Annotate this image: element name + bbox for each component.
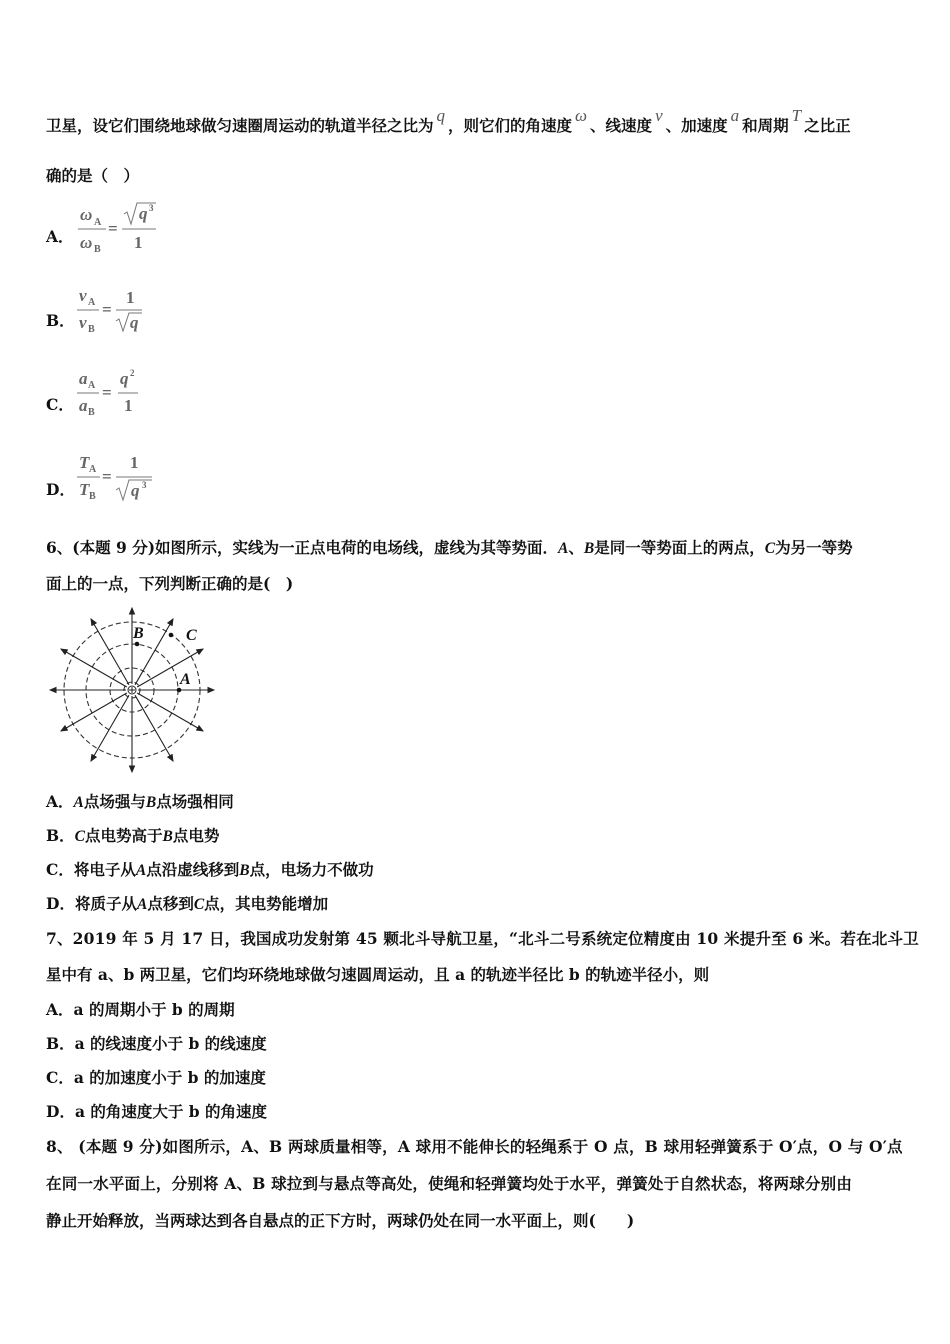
q7-option-a (46, 998, 235, 1020)
q6a-t1: 点场强与 (83, 792, 146, 811)
q5c-den-sub: B (88, 407, 95, 418)
q5a-rhs-sup: 3 (149, 203, 154, 213)
q5a-den-sub: B (94, 244, 101, 255)
q7c-text: a 的加速度小于 b 的加速度 (73, 1068, 266, 1087)
q7-stem-line1: 7、2019 年 5 月 17 日，我国成功发射第 45 颗北斗导航卫星，“北斗二号系统定位精度由 10 米提升至 6 米。若在北斗卫 (46, 929, 919, 948)
q6-text-c: 为另一等势 (775, 538, 853, 557)
q6b-t1: 点电势高于 (84, 826, 163, 845)
label-C: C (186, 627, 197, 644)
svg-text:=: = (108, 219, 118, 238)
svg-text:=: = (102, 300, 112, 319)
q5a-den: ω (80, 233, 93, 252)
q6-stem-line2: 面上的一点，下列判断正确的是( ) (46, 574, 294, 593)
q6c-t0: 将电子从 (73, 860, 136, 879)
q5b-rhs-num: 1 (126, 288, 135, 307)
q5a-num-sub: A (94, 217, 102, 228)
q5-option-c-label: C． (46, 395, 74, 414)
q6a-v2: B (145, 794, 157, 811)
q5b-num: v (79, 286, 87, 305)
q6-option-d (46, 892, 328, 914)
field-line (61, 649, 127, 687)
q6c-v1: A (135, 862, 147, 879)
symbol-v: v (655, 106, 663, 125)
q5-option-b-formula (74, 283, 164, 343)
q6c-t2: 点，电场力不做功 (249, 860, 374, 879)
field-line (91, 619, 129, 685)
q6d-label: D． (46, 894, 75, 913)
q6-option-a (46, 790, 234, 812)
q7-stem-line2: 星中有 a、b 两卫星，它们均环绕地球做匀速圆周运动，且 a 的轨迹半径比 b 的轨迹半径小，则 (46, 965, 710, 984)
q6d-t2: 点，其电势能增加 (204, 894, 329, 913)
q5b-den-sub: B (88, 324, 95, 335)
q6-var-B: B (583, 540, 595, 557)
symbol-T: T (791, 106, 802, 125)
point-A-dot (177, 688, 182, 693)
q5d-rhs-num: 1 (130, 453, 139, 472)
q5-stem-line2: 确的是（ ） (46, 166, 140, 185)
q6-text-a: 6、(本题 9 分)如图所示，实线为一正点电荷的电场线，虚线为其等势面． (46, 538, 559, 557)
point-C-dot (169, 633, 174, 638)
q5c-rhs-sup: 2 (130, 368, 135, 378)
q5-text-f: 之比正 (804, 116, 851, 135)
q5a-rhs-num: q (139, 204, 148, 223)
q5a-num: ω (80, 205, 93, 224)
symbol-q: q (436, 106, 446, 125)
field-line (61, 693, 127, 731)
q7-option-b (46, 1032, 267, 1054)
q5a-rhs-den: 1 (134, 233, 143, 252)
q5b-rhs-den: q (130, 313, 139, 332)
q5c-den: a (79, 396, 88, 415)
q5-option-a-formula (74, 198, 174, 260)
symbol-omega: ω (575, 106, 588, 125)
q5-option-a-label: A． (46, 227, 74, 246)
symbol-a: a (730, 106, 740, 125)
q5c-num: a (79, 369, 88, 388)
q5d-num-sub: A (89, 464, 97, 475)
q5-text-d: 、加速度 (665, 116, 728, 135)
svg-text:=: = (102, 383, 112, 402)
q7-option-c (46, 1066, 266, 1088)
field-line (135, 695, 173, 761)
q5-stem-line1 (46, 106, 851, 136)
q6-var-A: A (558, 540, 569, 557)
q8-stem-line2: 在同一水平面上，分别将 A、B 球拉到与悬点等高处，使绳和轻弹簧均处于水平，弹簧处于自然状态，将两球分别由 (46, 1174, 853, 1193)
q6-sep: 、 (568, 538, 584, 557)
q5-option-c-formula (74, 366, 164, 426)
q5b-den: v (79, 313, 87, 332)
q6-option-c (46, 858, 374, 880)
q6d-v2: C (193, 896, 205, 913)
q6b-t2: 点电势 (172, 826, 220, 845)
q7b-label: B． (46, 1034, 75, 1053)
q6d-v1: A (136, 896, 148, 913)
q7b-text: a 的线速度小于 b 的线速度 (74, 1034, 267, 1053)
q6d-t1: 点移到 (147, 894, 194, 913)
q5-text-a: 卫星，设它们围绕地球做匀速圈周运动的轨道半径之比为 (46, 116, 434, 135)
q5d-rhs-den: q (131, 481, 140, 500)
q7c-label: C． (46, 1068, 74, 1087)
q5c-rhs-den: 1 (124, 396, 133, 415)
point-B-dot (135, 642, 140, 647)
q5-text-b: ，则它们的角速度 (448, 116, 573, 135)
svg-text:=: = (102, 467, 112, 486)
q6a-t2: 点场强相同 (156, 792, 234, 811)
q5-text-c: 、线速度 (590, 116, 653, 135)
q7d-text: a 的角速度大于 b 的角速度 (74, 1102, 268, 1121)
field-line (137, 693, 203, 731)
q6-var-C: C (764, 540, 776, 557)
q5c-num-sub: A (88, 380, 96, 391)
q8-stem-line1: 8、 (本题 9 分)如图所示，A、B 两球质量相等，A 球用不能伸长的轻绳系于 O 点，B 球用轻弹簧系于 O′点，O 与 O′点 (46, 1137, 903, 1156)
q5-option-b-label: B． (46, 311, 75, 330)
q6c-label: C． (46, 860, 74, 879)
field-line (137, 649, 203, 687)
q7-option-d (46, 1100, 267, 1122)
q5d-num: T (79, 453, 90, 472)
q6a-v1: A (73, 794, 84, 811)
center-charge (128, 686, 136, 694)
q6b-label: B． (46, 826, 75, 845)
label-B: B (133, 625, 144, 642)
q8-stem-line3: 静止开始释放，当两球达到各自悬点的正下方时，两球仍处在同一水平面上，则( ) (46, 1211, 635, 1230)
q6d-t0: 将质子从 (74, 894, 137, 913)
q6a-label: A． (46, 792, 74, 811)
q6-text-b: 是同一等势面上的两点， (594, 538, 765, 557)
q6b-v1: C (74, 828, 85, 845)
field-line (91, 695, 129, 761)
q7a-text: a 的周期小于 b 的周期 (73, 1000, 235, 1019)
q5-text-e: 和周期 (742, 116, 789, 135)
label-A: A (180, 671, 191, 688)
q7a-label: A． (46, 1000, 74, 1019)
electric-field-figure (46, 604, 218, 776)
q5-option-d-label: D． (46, 480, 75, 499)
q5c-rhs-num: q (120, 369, 129, 388)
q5d-den-sub: B (89, 491, 96, 502)
q7d-label: D． (46, 1102, 75, 1121)
q5d-den: T (79, 480, 90, 499)
q6c-t1: 点沿虚线移到 (146, 860, 240, 879)
q6b-v2: B (162, 828, 173, 845)
q6c-v2: B (239, 862, 250, 879)
q5-option-d-formula (74, 448, 174, 510)
q5d-rhs-sup: 3 (142, 480, 147, 490)
q5b-num-sub: A (88, 297, 96, 308)
q6-option-b (46, 824, 219, 846)
q6-stem-line1 (46, 536, 853, 558)
